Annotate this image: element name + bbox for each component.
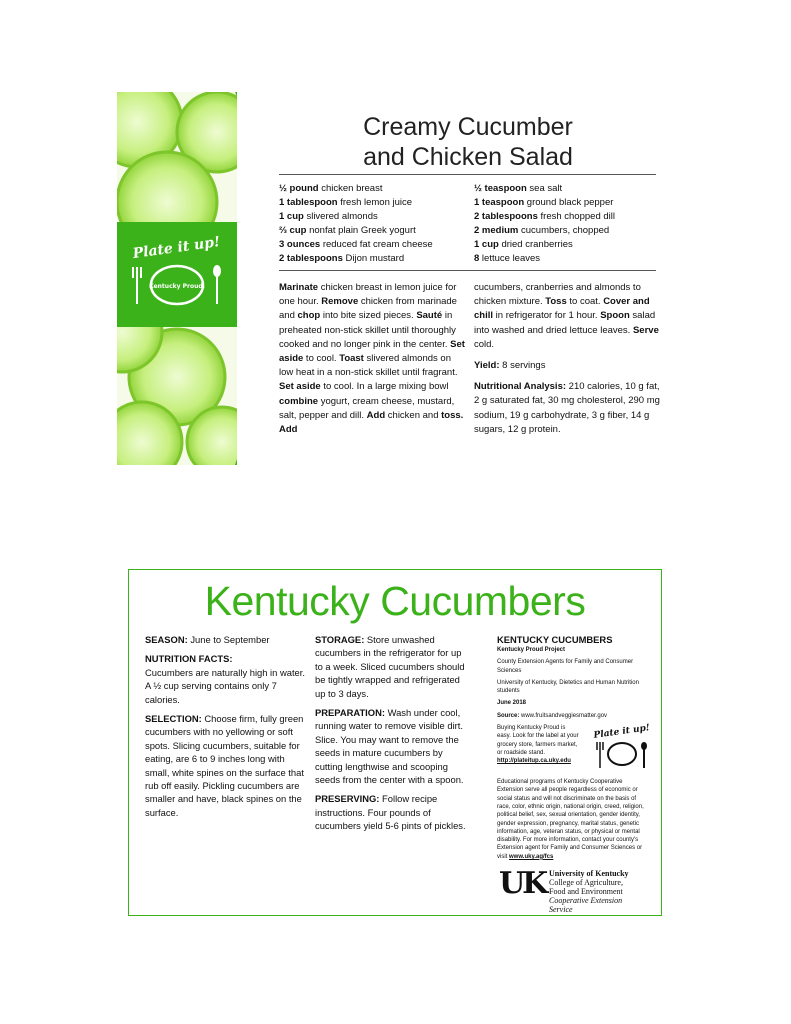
ingredients-right (474, 182, 615, 267)
preparation: PREPARATION: Wash under cool, running water to remove visible dirt. Slice. You may want to remove the seeds in mature cucumbers by cutting lengthwise and scooping seeds from the center with a spoon. (315, 707, 464, 786)
badge-plate-it-up: Plate it up! (131, 233, 222, 263)
preserving: PRESERVING: Follow recipe instructions. Four pounds of cucumbers yield 5-6 pints of pickles. (315, 793, 466, 832)
credits-date: June 2018 (497, 700, 527, 707)
info-column-1 (145, 633, 305, 825)
recipe-title-line-2: and Chicken Salad (363, 143, 573, 171)
plateitup-link[interactable]: http://plateitup.ca.uky.edu (497, 758, 571, 765)
credits-project: Kentucky Proud Project (497, 647, 566, 653)
buying-text: Buying Kentucky Proud is easy. Look for the label at your grocery store, farmers market, or roadside stand. http://plateitup.ca.uky.edu (497, 725, 579, 765)
ingredients-left (279, 182, 433, 267)
info-column-2 (315, 633, 469, 839)
ingredient-item: 2 medium cucumbers, chopped (474, 225, 610, 237)
ingredient-item: 1 cup slivered almonds (279, 211, 378, 223)
ingredient-item: 2 tablespoons fresh chopped dill (474, 211, 615, 223)
ingredient-item: 1 cup dried cranberries (474, 239, 573, 251)
uk-logo: UK (499, 866, 546, 902)
directions-text: cucumbers, cranberries and almonds to chicken mixture. Toss to coat. Cover and chill in refrigerator for 1 hour. Spoon salad into washed and dried lettuce leaves. Serve cold. (474, 282, 659, 350)
info-title: Kentucky Cucumbers (204, 578, 586, 624)
plate-it-up-logo (592, 722, 652, 772)
ingredient-item: 2 tablespoons Dijon mustard (279, 253, 405, 265)
recipe-title (300, 112, 636, 172)
directions-left (279, 281, 465, 444)
plate-icon (608, 743, 636, 765)
ingredient-item: 3 ounces reduced fat cream cheese (279, 239, 433, 251)
cucumber-slices-image (117, 92, 237, 465)
buying-block (497, 723, 651, 774)
season: SEASON: June to September (145, 634, 270, 645)
yield: Yield: 8 servings (474, 360, 546, 372)
source-line: Source: www.fruitsandveggiesmatter.gov (497, 712, 608, 719)
uk-logo-block (497, 866, 647, 915)
directions-text: Marinate chicken breast in lemon juice for one hour. Remove chicken from marinade and chop into bite sized pieces. Sauté in preheated non-stick skillet until thoroughly cooked and no longer pink in the center. Set aside to cool. Toast slivered almonds on low heat in a non-stick skillet until fragrant. Set aside to cool. In a large mixing bowl combine yogurt, cream cheese, mustard, salt, pepper and dill. Add chicken and toss. Add (279, 282, 465, 436)
recipe-title-line-1: Creamy Cucumber (363, 113, 573, 141)
fork-icon (597, 742, 603, 768)
info-column-3 (497, 633, 651, 915)
ingredient-item: 1 tablespoon fresh lemon juice (279, 197, 413, 209)
ingredient-item: ½ pound chicken breast (279, 183, 383, 194)
spoon-icon (641, 742, 647, 768)
plate-it-up-logo-text: Plate it up! (593, 723, 651, 741)
selection: SELECTION: Choose firm, fully green cucumbers with no yellowing or soft spots. Slicing cucumbers, suitable for eating, are 6 to 9 inches long with small, white spines on the surface that rub off easily. Pickling cucumbers are smaller and have, black spines on the surface. (145, 713, 304, 818)
title-divider (279, 174, 656, 175)
kentucky-proud-logo: Kentucky Proud. (149, 283, 205, 290)
ingredients-divider (279, 270, 656, 271)
ingredient-item: 1 teaspoon ground black pepper (474, 197, 614, 209)
credits-agents: County Extension Agents for Family and Consumer Sciences (497, 659, 634, 674)
uk-text: University of Kentucky College of Agriculture, Food and Environment Cooperative Extension Service (549, 869, 629, 915)
credits-heading: KENTUCKY CUCUMBERS (497, 634, 613, 645)
directions-right (474, 281, 660, 444)
ingredient-item: ⅔ cup nonfat plain Greek yogurt (279, 225, 416, 237)
storage: STORAGE: Store unwashed cucumbers in the refrigerator for up to a week. Sliced cucumbers should be tightly wrapped and refrigerated up to 3 days. (315, 634, 465, 699)
cucumber-photo (117, 92, 237, 465)
edu-statement: Educational programs of Kentucky Cooperative Extension serve all people regardless of economic or social status and will not discriminate on the basis of race, color, ethnic origin, national origin, creed, religion, political belief, sex, sexual orientation, gender identity, gender expression, pregnancy, marital status, genetic information, age, veteran status, or physical or mental disability. For more information, contact your county's Extension agent for Family and Consumer Sciences or visit www.uky.ag/fcs (497, 779, 644, 860)
nutritional-analysis: Nutritional Analysis: 210 calories, 10 g fat, 2 g saturated fat, 30 mg cholesterol, 290 mg sodium, 19 g carbohydrate, 3 g fiber, 14 g sugars, 12 g protein. (474, 381, 660, 435)
ingredient-item: ½ teaspoon sea salt (474, 183, 563, 194)
ingredient-item: 8 lettuce leaves (474, 253, 541, 265)
fcs-link[interactable]: www.uky.ag/fcs (509, 853, 554, 860)
nutrition-facts: NUTRITION FACTS: Cucumbers are naturally high in water. A ½ cup serving contains only 7 calories. (145, 653, 305, 705)
credits-university: University of Kentucky, Dietetics and Human Nutrition students (497, 679, 639, 695)
